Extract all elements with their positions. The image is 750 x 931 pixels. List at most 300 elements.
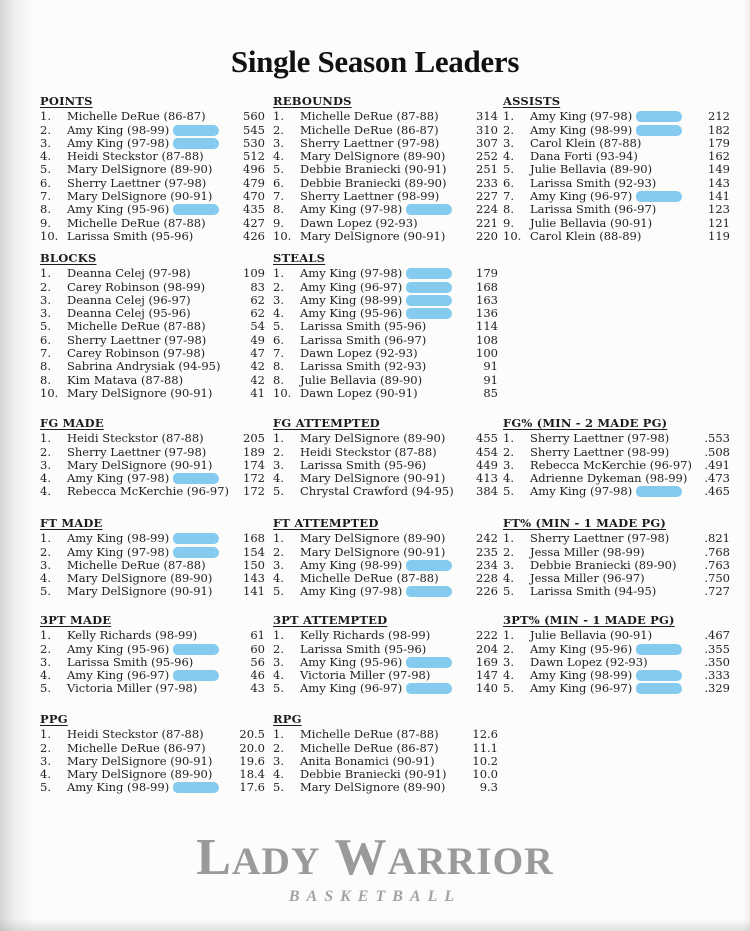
section-title: POINTS <box>40 94 93 108</box>
entry-rank: 9. <box>273 215 284 230</box>
entry-rank: 2. <box>503 122 514 137</box>
entry-player: Dana Forti (93-94) <box>530 149 638 164</box>
stat-entry <box>273 387 498 400</box>
entry-value: 455 <box>476 431 498 446</box>
entry-rank: 4. <box>503 571 514 586</box>
entry-player: Amy King (98-99) <box>300 294 476 307</box>
entry-rank: 5. <box>273 319 284 334</box>
stat-entry <box>40 281 265 294</box>
entry-value: .333 <box>704 668 730 683</box>
stat-entry <box>273 124 498 137</box>
stat-entry <box>40 217 265 230</box>
highlight-mark <box>406 560 452 571</box>
entry-rank: 5. <box>503 681 514 696</box>
section-fg_made <box>40 417 265 499</box>
entry-value: 61 <box>250 628 265 643</box>
stat-entry <box>503 629 730 642</box>
entry-value: 228 <box>476 571 498 586</box>
stat-entry <box>40 307 265 320</box>
section-title: PPG <box>40 712 68 726</box>
section-tpt_attempted <box>273 614 498 696</box>
entry-value: 179 <box>476 266 498 281</box>
entry-player: Sherry Laettner (98-99) <box>300 189 440 204</box>
entry-player: Larissa Smith (95-96) <box>300 457 427 472</box>
entry-value: 560 <box>243 109 265 124</box>
highlight-mark <box>173 473 219 484</box>
entry-player: Amy King (97-98) <box>530 110 708 123</box>
entry-value: 222 <box>476 628 498 643</box>
stat-entry <box>503 110 730 123</box>
stat-entry <box>273 768 498 781</box>
entry-rank: 3. <box>273 457 284 472</box>
section-ft_pct <box>503 517 730 599</box>
entry-player: Mary DelSignore (90-91) <box>67 189 213 204</box>
entry-rank: 7. <box>40 346 51 361</box>
entry-rank: 1. <box>40 628 51 643</box>
stat-entry <box>273 374 498 387</box>
entry-value: 496 <box>243 162 265 177</box>
entry-player: Sherry Laettner (97-98) <box>530 531 670 546</box>
entry-value: 204 <box>476 641 498 656</box>
entry-player: Julie Bellavia (89-90) <box>300 372 423 387</box>
entry-value: 42 <box>250 359 265 374</box>
stat-entry <box>273 485 498 498</box>
entry-player: Larissa Smith (96-97) <box>530 202 657 217</box>
stat-entry <box>40 230 265 243</box>
entry-value: 123 <box>708 202 730 217</box>
stat-entry <box>503 203 730 216</box>
entry-rank: 4. <box>273 471 284 486</box>
entry-rank: 6. <box>40 175 51 190</box>
entry-player: Carol Klein (88-89) <box>530 228 642 243</box>
entry-rank: 3. <box>40 292 51 307</box>
stat-entry <box>503 124 730 137</box>
highlight-mark <box>636 486 682 497</box>
entry-rank: 10. <box>40 228 59 243</box>
entry-rank: 1. <box>40 727 51 742</box>
stat-entry <box>40 347 265 360</box>
stat-entry <box>40 572 265 585</box>
entry-rank: 1. <box>40 531 51 546</box>
entry-player: Amy King (97-98) <box>67 546 243 559</box>
entry-value: 154 <box>243 544 265 559</box>
entry-value: 384 <box>476 484 498 499</box>
stat-entry <box>273 532 498 545</box>
entry-value: 9.3 <box>479 780 498 795</box>
highlight-mark <box>406 683 452 694</box>
stat-entry <box>40 163 265 176</box>
stat-entry <box>273 110 498 123</box>
entry-value: 205 <box>243 431 265 446</box>
entry-rank: 8. <box>273 202 284 217</box>
entry-player: Amy King (97-98) <box>530 485 704 498</box>
stat-entry <box>40 110 265 123</box>
highlight-mark <box>173 782 219 793</box>
entry-player: Amy King (97-98) <box>67 137 243 150</box>
stat-entry <box>503 472 730 485</box>
highlight-mark <box>406 308 452 319</box>
entry-player: Dawn Lopez (92-93) <box>530 654 648 669</box>
entry-value: 168 <box>243 531 265 546</box>
scan-shadow-right <box>742 0 750 931</box>
logo-word-rest: ARRIOR <box>387 839 554 883</box>
entry-player: Heidi Steckstor (87-88) <box>67 431 204 446</box>
entry-player: Amy King (98-99) <box>530 124 708 137</box>
section-title: 3PT MADE <box>40 613 112 627</box>
stat-entry <box>503 137 730 150</box>
entry-value: 136 <box>476 306 498 321</box>
entry-rank: 1. <box>273 727 284 742</box>
entry-player: Amy King (96-97) <box>67 669 250 682</box>
entry-value: 143 <box>243 571 265 586</box>
entry-value: 435 <box>243 202 265 217</box>
stat-entry <box>40 485 265 498</box>
entry-value: 168 <box>476 279 498 294</box>
entry-value: .491 <box>704 457 730 472</box>
stat-entry <box>503 643 730 656</box>
stat-entry <box>40 320 265 333</box>
entry-player: Victoria Miller (97-98) <box>67 681 198 696</box>
entry-rank: 8. <box>273 372 284 387</box>
entry-player: Mary DelSignore (90-91) <box>300 228 446 243</box>
logo-word-rest: ADY <box>231 839 321 883</box>
logo-lady-warrior <box>0 829 750 886</box>
highlight-mark <box>173 644 219 655</box>
stat-entry <box>40 472 265 485</box>
section-ppg <box>40 713 265 795</box>
entry-player: Carey Robinson (98-99) <box>67 279 206 294</box>
stat-entry <box>273 320 498 333</box>
scan-shadow-left <box>0 0 34 931</box>
entry-value: 62 <box>250 292 265 307</box>
stat-entry <box>40 432 265 445</box>
entry-rank: 5. <box>40 780 51 795</box>
stat-entry <box>40 546 265 559</box>
stat-entry <box>273 190 498 203</box>
entry-player: Mary DelSignore (89-90) <box>300 149 446 164</box>
entry-value: 242 <box>476 531 498 546</box>
entry-rank: 4. <box>40 767 51 782</box>
entry-player: Amy King (97-98) <box>300 267 476 280</box>
entry-player: Amy King (96-97) <box>530 682 704 695</box>
highlight-mark <box>406 295 452 306</box>
entry-value: 530 <box>243 135 265 150</box>
entry-player: Sherry Laettner (97-98) <box>530 431 670 446</box>
entry-value: 49 <box>250 332 265 347</box>
entry-rank: 3. <box>503 135 514 150</box>
entry-player: Larissa Smith (95-96) <box>300 319 427 334</box>
stat-entry <box>273 203 498 216</box>
stat-entry <box>40 387 265 400</box>
entry-player: Mary DelSignore (89-90) <box>67 571 213 586</box>
section-assists <box>503 95 730 243</box>
entry-rank: 4. <box>273 306 284 321</box>
section-title: 3PT ATTEMPTED <box>273 613 388 627</box>
entry-player: Michelle DeRue (86-87) <box>67 109 206 124</box>
entry-player: Larissa Smith (95-96) <box>67 654 194 669</box>
entry-rank: 1. <box>273 266 284 281</box>
entry-rank: 2. <box>273 122 284 137</box>
entry-rank: 3. <box>40 457 51 472</box>
entry-player: Victoria Miller (97-98) <box>300 668 431 683</box>
entry-player: Dawn Lopez (92-93) <box>300 346 418 361</box>
entry-rank: 3. <box>273 654 284 669</box>
scan-shadow-bottom <box>0 919 750 931</box>
entry-rank: 8. <box>40 372 51 387</box>
team-logo <box>0 829 750 906</box>
entry-player: Michelle DeRue (86-97) <box>67 740 206 755</box>
entry-player: Kim Matava (87-88) <box>67 372 184 387</box>
logo-basketball: BASKETBALL <box>288 888 462 905</box>
section-steals <box>273 252 498 400</box>
entry-player: Larissa Smith (94-95) <box>530 584 657 599</box>
entry-value: 512 <box>243 149 265 164</box>
entry-player: Debbie Braniecki (89-90) <box>530 557 677 572</box>
entry-rank: 5. <box>503 584 514 599</box>
entry-rank: 5. <box>503 484 514 499</box>
stat-entry <box>40 203 265 216</box>
section-blocks <box>40 252 265 400</box>
entry-rank: 2. <box>273 444 284 459</box>
entry-rank: 4. <box>40 668 51 683</box>
entry-player: Michelle DeRue (87-88) <box>67 557 206 572</box>
entry-player: Mary DelSignore (90-91) <box>67 584 213 599</box>
entry-player: Amy King (96-97) <box>300 281 476 294</box>
entry-player: Jessa Miller (96-97) <box>530 571 645 586</box>
entry-rank: 10. <box>273 385 292 400</box>
section-title: BLOCKS <box>40 251 97 265</box>
entry-player: Julie Bellavia (90-91) <box>530 628 653 643</box>
entry-rank: 3. <box>40 654 51 669</box>
entry-rank: 1. <box>503 628 514 643</box>
stat-entry <box>40 755 265 768</box>
entry-rank: 5. <box>40 584 51 599</box>
entry-player: Julie Bellavia (89-90) <box>530 162 653 177</box>
entry-rank: 2. <box>40 444 51 459</box>
entry-value: .329 <box>704 681 730 696</box>
entry-value: 163 <box>476 292 498 307</box>
entry-rank: 4. <box>273 571 284 586</box>
entry-value: 41 <box>250 385 265 400</box>
entry-value: 454 <box>476 444 498 459</box>
section-title: FG% (MIN - 2 MADE PG) <box>503 416 668 430</box>
stat-entry <box>40 629 265 642</box>
highlight-mark <box>173 204 219 215</box>
section-title: FG ATTEMPTED <box>273 416 380 430</box>
entry-rank: 5. <box>273 681 284 696</box>
stat-entry <box>503 682 730 695</box>
section-title: FT ATTEMPTED <box>273 516 379 530</box>
entry-value: 310 <box>476 122 498 137</box>
entry-value: 479 <box>243 175 265 190</box>
entry-value: 42 <box>250 372 265 387</box>
entry-player: Amy King (98-99) <box>67 532 243 545</box>
stat-entry <box>273 432 498 445</box>
entry-value: .750 <box>704 571 730 586</box>
entry-value: .553 <box>704 431 730 446</box>
entry-rank: 2. <box>273 641 284 656</box>
entry-player: Deanna Celej (96-97) <box>67 292 191 307</box>
section-title: ASSISTS <box>503 94 561 108</box>
entry-player: Heidi Steckstor (87-88) <box>300 444 437 459</box>
entry-rank: 5. <box>503 162 514 177</box>
entry-value: 234 <box>476 557 498 572</box>
entry-value: 54 <box>250 319 265 334</box>
entry-value: 169 <box>476 654 498 669</box>
entry-value: 427 <box>243 215 265 230</box>
entry-player: Larissa Smith (95-96) <box>67 228 194 243</box>
stat-entry <box>40 459 265 472</box>
entry-rank: 4. <box>503 668 514 683</box>
entry-player: Amy King (95-96) <box>67 203 243 216</box>
entry-value: 426 <box>243 228 265 243</box>
stat-entry <box>503 585 730 598</box>
highlight-mark <box>173 670 219 681</box>
entry-player: Amy King (97-98) <box>300 585 476 598</box>
entry-value: 108 <box>476 332 498 347</box>
entry-player: Sherry Laettner (97-98) <box>67 444 207 459</box>
entry-player: Julie Bellavia (90-91) <box>530 215 653 230</box>
entry-player: Kelly Richards (98-99) <box>67 628 198 643</box>
stat-entry <box>273 446 498 459</box>
stat-entry <box>273 307 498 320</box>
stat-entry <box>273 585 498 598</box>
stat-entry <box>40 728 265 741</box>
entry-rank: 1. <box>503 531 514 546</box>
entry-rank: 2. <box>273 544 284 559</box>
entry-player: Sabrina Andrysiak (94-95) <box>67 359 221 374</box>
entry-player: Rebecca McKerchie (96-97) <box>67 484 229 499</box>
entry-rank: 2. <box>40 641 51 656</box>
entry-player: Carey Robinson (97-98) <box>67 346 206 361</box>
logo-initial-letter: L <box>196 829 232 886</box>
entry-value: 162 <box>708 149 730 164</box>
stat-entry <box>40 374 265 387</box>
entry-value: 470 <box>243 189 265 204</box>
entry-rank: 10. <box>503 228 522 243</box>
entry-rank: 3. <box>273 135 284 150</box>
entry-value: .473 <box>704 471 730 486</box>
stat-entry <box>273 742 498 755</box>
entry-value: 43 <box>250 681 265 696</box>
entry-player: Larissa Smith (96-97) <box>300 332 427 347</box>
entry-rank: 2. <box>40 122 51 137</box>
section-fg_pct <box>503 417 730 499</box>
entry-value: 221 <box>476 215 498 230</box>
entry-rank: 8. <box>273 359 284 374</box>
entry-value: .821 <box>704 531 730 546</box>
entry-value: .467 <box>704 628 730 643</box>
stat-entry <box>40 267 265 280</box>
section-tpt_made <box>40 614 265 696</box>
highlight-mark <box>406 268 452 279</box>
entry-rank: 3. <box>503 654 514 669</box>
entry-value: 252 <box>476 149 498 164</box>
section-fg_attempted <box>273 417 498 499</box>
entry-player: Amy King (98-99) <box>67 124 243 137</box>
entry-rank: 3. <box>40 753 51 768</box>
highlight-mark <box>173 533 219 544</box>
stat-entry <box>273 230 498 243</box>
entry-rank: 4. <box>273 668 284 683</box>
entry-rank: 3. <box>273 292 284 307</box>
entry-rank: 2. <box>273 279 284 294</box>
entry-value: 413 <box>476 471 498 486</box>
stat-entry <box>40 360 265 373</box>
entry-player: Debbie Braniecki (90-91) <box>300 162 447 177</box>
entry-player: Michelle DeRue (87-88) <box>300 727 439 742</box>
stat-entry <box>273 163 498 176</box>
entry-value: .763 <box>704 557 730 572</box>
stat-entry <box>273 669 498 682</box>
entry-player: Debbie Braniecki (90-91) <box>300 767 447 782</box>
highlight-mark <box>173 547 219 558</box>
stat-entry <box>503 459 730 472</box>
entry-rank: 5. <box>273 584 284 599</box>
stat-entry <box>273 177 498 190</box>
section-title: FT MADE <box>40 516 103 530</box>
entry-value: 251 <box>476 162 498 177</box>
entry-player: Michelle DeRue (87-88) <box>300 109 439 124</box>
entry-value: 56 <box>250 654 265 669</box>
stat-entry <box>40 532 265 545</box>
stat-entry <box>503 669 730 682</box>
entry-value: 10.2 <box>472 753 498 768</box>
entry-player: Deanna Celej (95-96) <box>67 306 191 321</box>
entry-player: Michelle DeRue (86-87) <box>300 122 439 137</box>
entry-player: Mary DelSignore (89-90) <box>300 780 446 795</box>
entry-rank: 2. <box>40 279 51 294</box>
entry-value: 19.6 <box>239 753 265 768</box>
entry-rank: 2. <box>40 740 51 755</box>
entry-rank: 4. <box>503 471 514 486</box>
entry-player: Adrienne Dykeman (98-99) <box>530 471 688 486</box>
entry-player: Mary DelSignore (89-90) <box>67 767 213 782</box>
entry-rank: 1. <box>40 431 51 446</box>
entry-player: Heidi Steckstor (87-88) <box>67 149 204 164</box>
entry-value: 227 <box>476 189 498 204</box>
entry-value: 10.0 <box>472 767 498 782</box>
stat-entry <box>273 559 498 572</box>
entry-value: 235 <box>476 544 498 559</box>
entry-player: Michelle DeRue (87-88) <box>300 571 439 586</box>
entry-rank: 8. <box>40 202 51 217</box>
entry-player: Amy King (96-97) <box>300 682 476 695</box>
entry-value: 109 <box>243 266 265 281</box>
entry-player: Dawn Lopez (92-93) <box>300 215 418 230</box>
section-title: FG MADE <box>40 416 104 430</box>
entry-player: Amy King (95-96) <box>530 643 704 656</box>
entry-rank: 1. <box>273 431 284 446</box>
stat-entry <box>40 294 265 307</box>
entry-player: Michelle DeRue (86-87) <box>300 740 439 755</box>
entry-rank: 1. <box>273 109 284 124</box>
entry-value: 150 <box>243 557 265 572</box>
stat-entry <box>40 656 265 669</box>
highlight-mark <box>406 586 452 597</box>
stat-entry <box>503 485 730 498</box>
entry-rank: 4. <box>503 149 514 164</box>
entry-value: .355 <box>704 641 730 656</box>
entry-player: Amy King (98-99) <box>300 559 476 572</box>
entry-value: 18.4 <box>239 767 265 782</box>
entry-rank: 5. <box>273 484 284 499</box>
section-title: FT% (MIN - 1 MADE PG) <box>503 516 667 530</box>
entry-rank: 1. <box>273 628 284 643</box>
entry-value: 220 <box>476 228 498 243</box>
entry-player: Rebecca McKerchie (96-97) <box>530 457 692 472</box>
entry-value: 141 <box>708 189 730 204</box>
